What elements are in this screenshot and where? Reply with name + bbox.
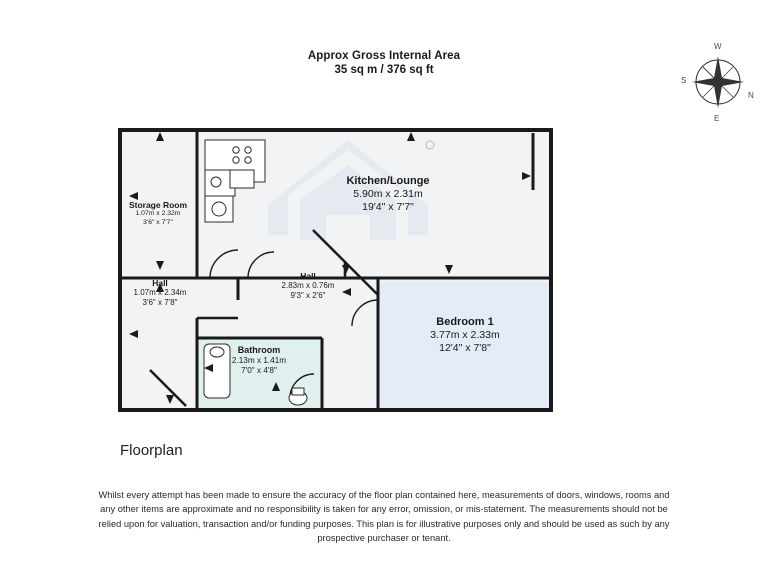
- room-name: Bedroom 1: [436, 316, 494, 328]
- compass-label-south: S: [681, 76, 687, 85]
- disclaimer-line-2: any other items are approximate and no responsibility is taken for any error, omission, or mis-statement. The measurements should not be: [100, 504, 668, 515]
- room-name: Hall: [152, 278, 168, 288]
- room-dim-imperial: 19'4" x 7'7": [362, 201, 414, 214]
- room-name: Kitchen/Lounge: [346, 175, 430, 187]
- room-dim-metric: 1.07m x 2.32m: [135, 210, 181, 218]
- floorplan-caption: Floorplan: [120, 442, 183, 459]
- compass-label-north: N: [748, 91, 754, 100]
- compass-label-east: E: [714, 114, 720, 123]
- room-dim-metric: 2.83m x 0.76m: [281, 281, 335, 291]
- room-fills: [120, 130, 551, 410]
- room-dim-imperial: 12'4" x 7'8": [439, 342, 491, 355]
- room-name: Hall: [300, 271, 316, 281]
- disclaimer-line-1: Whilst every attempt has been made to ensure the accuracy of the floor plan contained here, measurements of doors, windows, rooms and: [98, 490, 670, 500]
- room-dim-imperial: 3'6" x 7'8": [142, 298, 178, 308]
- area-value: 35 sq m / 376 sq ft: [334, 64, 434, 76]
- room-dim-imperial: 7'0" x 4'8": [241, 365, 277, 375]
- room-dim-metric: 5.90m x 2.31m: [353, 188, 423, 201]
- room-dim-imperial: 9'3" x 2'6": [290, 291, 326, 301]
- room-name: Bathroom: [237, 345, 281, 355]
- disclaimer-text: [0, 488, 768, 546]
- compass-label-west: W: [714, 42, 722, 51]
- room-name: Storage Room: [128, 200, 188, 210]
- room-dim-metric: 2.13m x 1.41m: [231, 355, 287, 365]
- area-title: Approx Gross Internal Area: [307, 50, 461, 62]
- disclaimer-line-4: prospective purchaser or tenant.: [317, 533, 451, 544]
- disclaimer-line-3: relied upon for valuation, transaction and/or funding purposes. This plan is for illustrative purposes only and should be used as such by any: [98, 518, 670, 529]
- room-dim-metric: 3.77m x 2.33m: [430, 329, 500, 342]
- room-dim-imperial: 3'6" x 7'7": [143, 218, 173, 226]
- room-dim-metric: 1.07m x 2.34m: [133, 288, 187, 298]
